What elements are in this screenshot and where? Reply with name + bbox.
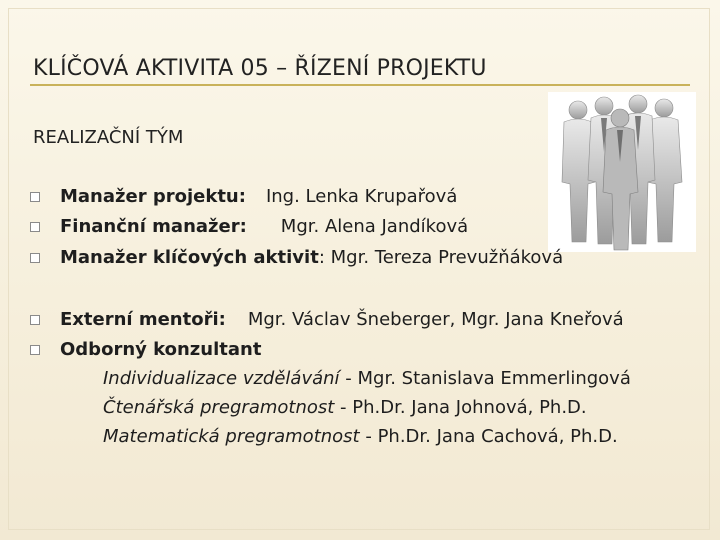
mentors-line: [60, 309, 624, 330]
slide-title: KLÍČOVÁ AKTIVITA 05 – ŘÍZENÍ PROJEKTU: [33, 56, 487, 81]
role-label: Externí mentoři:: [60, 309, 226, 330]
consultant-item-3: [103, 426, 618, 447]
expert-name: Mgr. Stanislava Emmerlingová: [357, 368, 631, 389]
role-label: Finanční manažer:: [60, 216, 247, 237]
slide-frame: [8, 8, 710, 530]
person-name: Mgr. Alena Jandíková: [280, 216, 469, 237]
expert-area: Individualizace vzdělávání: [103, 368, 340, 389]
role-label: Odborný konzultant: [60, 339, 262, 360]
separator: -: [334, 397, 353, 418]
team-line-2: [60, 216, 468, 237]
separator: -: [359, 426, 378, 447]
consultant-item-1: [103, 368, 631, 389]
consultant-line: [60, 339, 261, 360]
consultant-item-2: [103, 397, 587, 418]
colon: :: [318, 247, 325, 268]
bullet-icon: [30, 345, 40, 355]
mentor-names: Mgr. Václav Šneberger, Mgr. Jana Kneřová: [247, 309, 624, 330]
bullet-icon: [30, 315, 40, 325]
expert-area: Matematická pregramotnost: [103, 426, 360, 447]
separator: -: [339, 368, 358, 389]
role-label: Manažer klíčových aktivit: [60, 247, 319, 268]
team-line-3: [60, 247, 563, 268]
team-line-1: [60, 186, 457, 207]
role-label: Manažer projektu:: [60, 186, 246, 207]
expert-name: Ph.Dr. Jana Cachová, Ph.D.: [377, 426, 618, 447]
expert-area: Čtenářská pregramotnost: [103, 397, 335, 418]
bullet-icon: [30, 253, 40, 263]
person-name: Ing. Lenka Krupařová: [265, 186, 458, 207]
person-name: Mgr. Tereza Prevužňáková: [330, 247, 564, 268]
business-people-group-icon: [548, 92, 696, 252]
section-heading: REALIZAČNÍ TÝM: [33, 127, 184, 148]
expert-name: Ph.Dr. Jana Johnová, Ph.D.: [352, 397, 587, 418]
title-underline: [30, 84, 690, 86]
bullet-icon: [30, 192, 40, 202]
bullet-icon: [30, 222, 40, 232]
